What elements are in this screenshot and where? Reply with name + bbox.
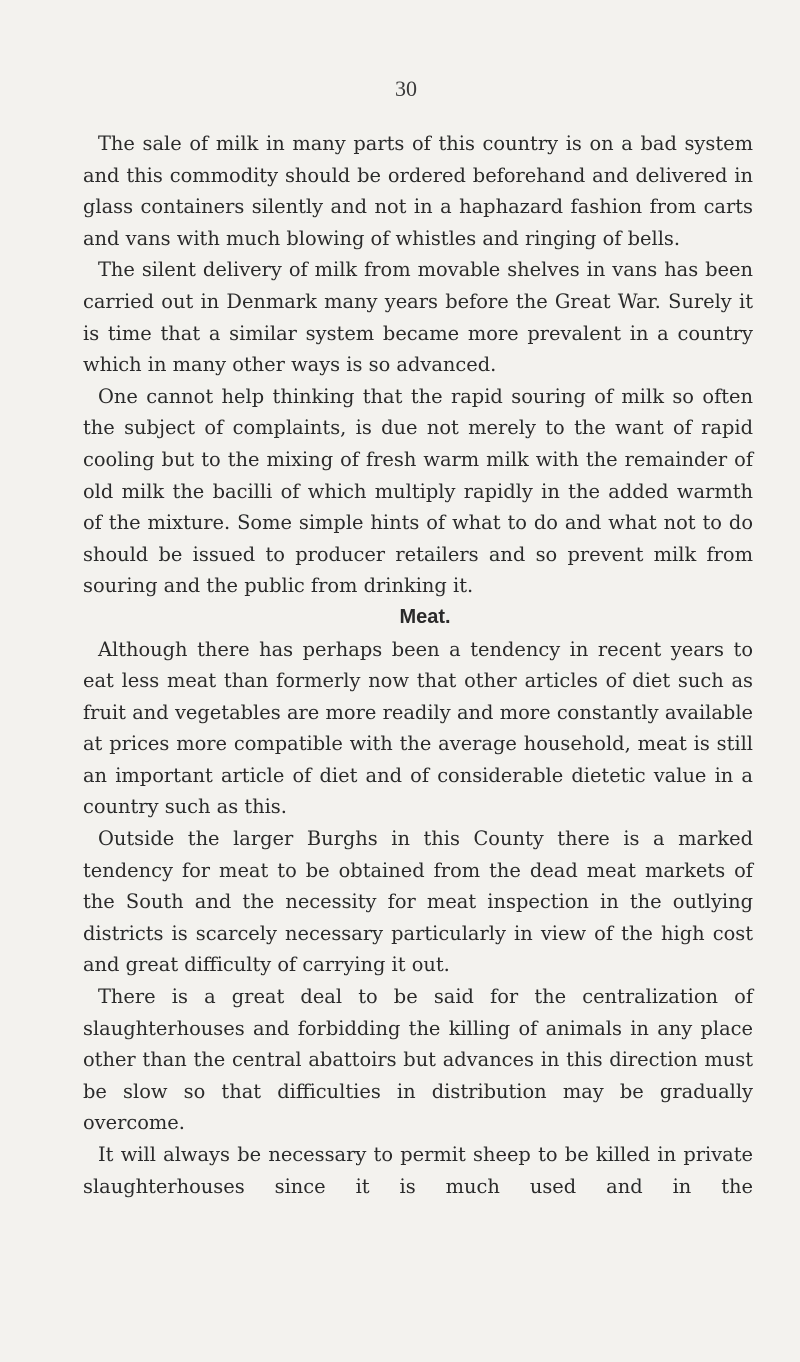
paragraph-sheep-killing: It will always be necessary to permit sheep to be killed in private slaughterhouses since it is much used and in the (83, 1143, 753, 1198)
paragraph-slaughterhouses: There is a great deal to be said for the centralization of slaughterhouses and forbidding the killing of animals in any place other than the central abattoirs but advances in this direction must be slow so that difficulties in distribution may be gradually overcome. (83, 985, 753, 1135)
paragraph-meat-markets: Outside the larger Burghs in this County there is a marked tendency for meat to be obtained from the dead meat markets of the South and the necessity for meat inspection in the outlying districts is scarcely necessary particularly in view of the high cost and great difficulty of carrying it out. (83, 827, 753, 977)
paragraph-milk-souring: One cannot help thinking that the rapid souring of milk so often the subject of complaints, is due not merely to the want of rapid cooling but to the mixing of fresh warm milk with the remainder of old milk the bacilli of which multiply rapidly in the added warmth of the mixture. Some simple hints of what to do and what not to do should be issued to producer retailers and so prevent milk from souring and the public from drinking it. (83, 384, 753, 598)
paragraph-meat-tendency: Although there has perhaps been a tendency in recent years to eat less meat than formerly now that other articles of diet such as fruit and vegetables are more readily and more constantly available at prices more compatible with the average household, meat is still an important article of diet and of considerable dietetic value in a country such as this. (83, 637, 753, 819)
paragraph-milk-sale: The sale of milk in many parts of this country is on a bad system and this commodity should be ordered beforehand and delivered in glass containers silently and not in a haphazard fashion from carts and vans with much blowing of whistles and ringing of bells. (83, 132, 753, 250)
page-number: 30 (395, 76, 417, 101)
body-text (83, 128, 753, 1202)
section-heading-meat: Meat. (399, 605, 451, 628)
paragraph-silent-delivery: The silent delivery of milk from movable shelves in vans has been carried out in Denmark many years before the Great War. Surely it is time that a similar system became more prevalent in a country which in many other ways is so advanced. (83, 258, 753, 377)
